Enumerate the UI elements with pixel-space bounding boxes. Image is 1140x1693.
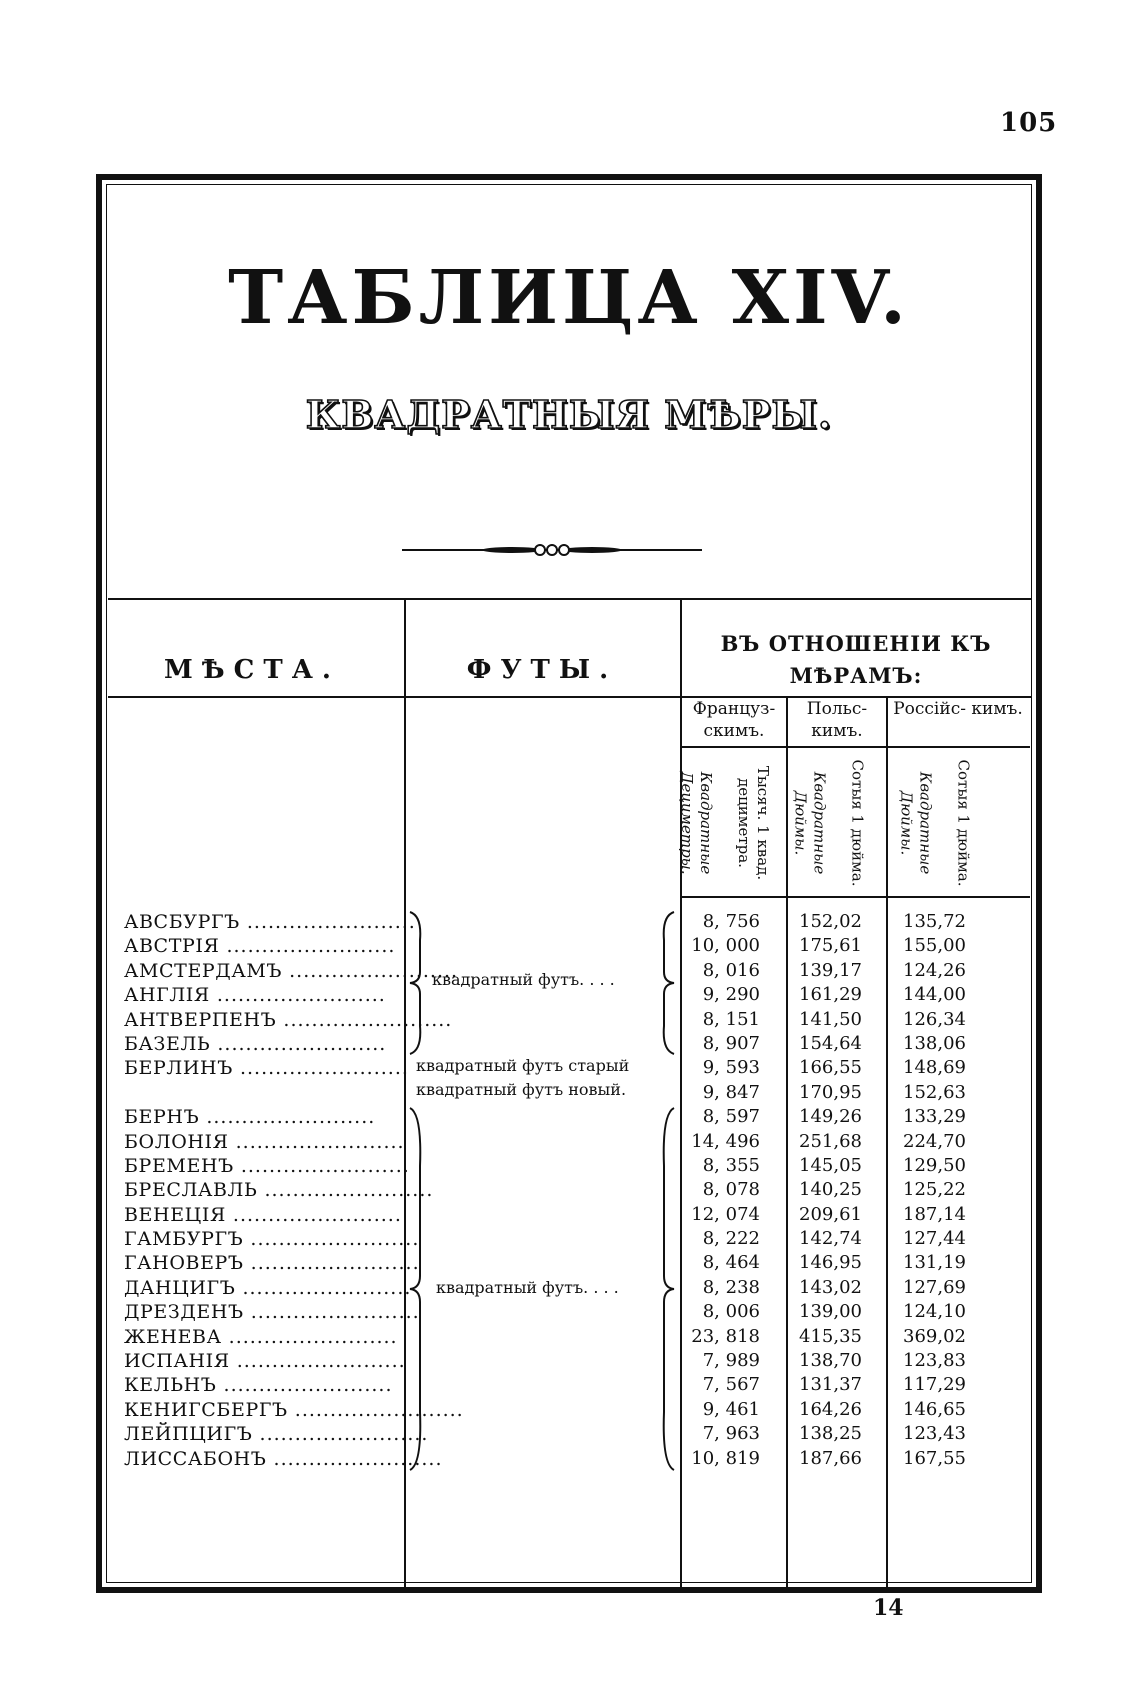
table-row bbox=[124, 1081, 1024, 1105]
value-russian: 144,00 bbox=[903, 984, 966, 1006]
value-french: 10, 819 bbox=[691, 1447, 760, 1469]
value-polish: 154,64 bbox=[799, 1032, 862, 1054]
value-polish: 138,25 bbox=[799, 1423, 862, 1445]
table-row bbox=[124, 1105, 1024, 1129]
leader-dots: ........................ bbox=[219, 935, 396, 958]
place-label: КЕНИГСБЕРГЪ bbox=[124, 1398, 288, 1421]
value-polish: 143,02 bbox=[799, 1276, 862, 1298]
table-row bbox=[124, 1154, 1024, 1178]
place-label: БЕРЛИНЪ bbox=[124, 1057, 233, 1080]
header-feet: ФУТЫ. bbox=[466, 655, 618, 685]
value-russian: 138,06 bbox=[903, 1032, 966, 1054]
place-name bbox=[124, 1105, 374, 1129]
signature-mark: 14 bbox=[873, 1595, 904, 1621]
leader-dots: ........................ bbox=[282, 959, 459, 982]
value-french: 8, 016 bbox=[702, 959, 760, 981]
value-russian: 167,55 bbox=[903, 1447, 966, 1469]
table-row bbox=[124, 934, 1024, 958]
place-label: БЕРНЪ bbox=[124, 1106, 200, 1129]
value-french: 7, 963 bbox=[702, 1423, 760, 1445]
value-polish: 164,26 bbox=[799, 1398, 862, 1420]
table-row bbox=[124, 910, 1024, 934]
place-label: ДАНЦИГЪ bbox=[124, 1276, 236, 1299]
value-polish: 209,61 bbox=[799, 1203, 862, 1225]
place-name bbox=[124, 983, 386, 1007]
french-unit: Тысяч. 1 квад. дециметра. bbox=[735, 765, 772, 881]
place-label: ДРЕЗДЕНЪ bbox=[124, 1301, 244, 1324]
place-label: АНГЛІЯ bbox=[124, 984, 210, 1007]
leader-dots: ........................ bbox=[199, 1106, 376, 1129]
place-name bbox=[124, 1056, 409, 1080]
leader-dots: ........................ bbox=[232, 1057, 409, 1080]
leader-dots: ........................ bbox=[216, 1374, 393, 1397]
place-label: АВСБУРГЪ bbox=[124, 911, 240, 933]
leader-dots: ........................ bbox=[252, 1423, 429, 1446]
leader-dots: ........................ bbox=[287, 1398, 464, 1421]
place-label: ВЕНЕЦІЯ bbox=[124, 1203, 226, 1226]
place-name bbox=[124, 1398, 464, 1422]
value-french: 8, 464 bbox=[702, 1252, 760, 1274]
ornament-divider bbox=[402, 530, 702, 570]
value-french: 8, 756 bbox=[702, 911, 760, 932]
foot-label-group1: квадратный футъ. . . . bbox=[432, 970, 615, 989]
russian-unit-cell bbox=[894, 748, 994, 898]
value-russian: 124,26 bbox=[903, 959, 966, 981]
value-russian: 152,63 bbox=[903, 1081, 966, 1103]
value-russian: 224,70 bbox=[903, 1130, 966, 1152]
value-polish: 187,66 bbox=[799, 1447, 862, 1469]
value-french: 12, 074 bbox=[691, 1203, 760, 1225]
table-row bbox=[124, 1203, 1024, 1227]
value-russian: 148,69 bbox=[903, 1057, 966, 1079]
value-french: 9, 290 bbox=[702, 984, 760, 1006]
value-russian: 123,43 bbox=[903, 1423, 966, 1445]
value-french: 7, 989 bbox=[702, 1350, 760, 1372]
place-name bbox=[124, 1154, 410, 1178]
table-row bbox=[124, 1300, 1024, 1324]
place-label: БРЕСЛАВЛЬ bbox=[124, 1179, 258, 1202]
polish-unit-italic: Квадратные Дюймы. bbox=[791, 771, 829, 875]
value-french: 14, 496 bbox=[691, 1130, 760, 1152]
russian-unit-italic: Квадратные Дюймы. bbox=[897, 771, 935, 875]
leader-dots: ........................ bbox=[243, 1301, 420, 1324]
leader-dots: ........................ bbox=[257, 1179, 434, 1202]
foot-label-group2: квадратный футъ. . . . bbox=[436, 1278, 619, 1297]
value-french: 8, 355 bbox=[702, 1154, 760, 1176]
table-row bbox=[124, 1130, 1024, 1154]
value-polish: 415,35 bbox=[799, 1325, 862, 1347]
leader-dots: ........................ bbox=[229, 1350, 406, 1373]
value-polish: 149,26 bbox=[799, 1106, 862, 1128]
leader-dots: ........................ bbox=[225, 1203, 402, 1226]
leader-dots: ........................ bbox=[209, 984, 386, 1007]
foot-label-berlin-old: квадратный футъ старый bbox=[416, 1056, 630, 1075]
value-polish: 170,95 bbox=[799, 1081, 862, 1103]
polish-unit: Сотыя 1 дюйма. bbox=[848, 759, 867, 887]
polish-unit-cell bbox=[788, 748, 888, 898]
place-label: КЕЛЬНЪ bbox=[124, 1374, 217, 1397]
header-russian: Россійс- кимъ. bbox=[893, 699, 1023, 719]
table-row bbox=[124, 1178, 1024, 1202]
place-name bbox=[124, 1276, 412, 1300]
place-name bbox=[124, 1251, 420, 1275]
place-label: ЖЕНЕВА bbox=[124, 1325, 222, 1348]
value-russian: 135,72 bbox=[903, 911, 966, 932]
table-row bbox=[124, 1056, 1024, 1080]
value-polish: 139,17 bbox=[799, 959, 862, 981]
place-label: АНТВЕРПЕНЪ bbox=[124, 1008, 277, 1031]
value-french: 23, 818 bbox=[691, 1325, 760, 1347]
table-row bbox=[124, 1008, 1024, 1032]
place-label: ГАНОВЕРЪ bbox=[124, 1252, 244, 1275]
place-name bbox=[124, 1008, 453, 1032]
place-label: ИСПАНІЯ bbox=[124, 1350, 230, 1373]
value-russian: 123,83 bbox=[903, 1350, 966, 1372]
value-french: 8, 006 bbox=[702, 1301, 760, 1323]
value-polish: 139,00 bbox=[799, 1301, 862, 1323]
value-russian: 124,10 bbox=[903, 1301, 966, 1323]
place-name bbox=[124, 1349, 406, 1373]
value-russian: 146,65 bbox=[903, 1398, 966, 1420]
foot-label-berlin-new: квадратный футъ новый. bbox=[416, 1080, 627, 1099]
value-polish: 251,68 bbox=[799, 1130, 862, 1152]
table-title: ТАБЛИЦА XIV. bbox=[228, 255, 910, 341]
value-russian: 125,22 bbox=[903, 1179, 966, 1201]
place-label: БОЛОНІЯ bbox=[124, 1130, 229, 1153]
value-french: 8, 151 bbox=[702, 1008, 760, 1030]
place-label: АМСТЕРДАМЪ bbox=[124, 959, 283, 982]
leader-dots: ........................ bbox=[210, 1032, 387, 1055]
value-polish: 175,61 bbox=[799, 935, 862, 957]
value-russian: 133,29 bbox=[903, 1106, 966, 1128]
value-french: 9, 593 bbox=[702, 1057, 760, 1079]
french-unit-italic: Квадратные Дециметры. bbox=[678, 771, 715, 875]
value-polish: 146,95 bbox=[799, 1252, 862, 1274]
table-body bbox=[124, 910, 1024, 1471]
place-label: ЛИССАБОНЪ bbox=[124, 1447, 267, 1470]
place-label: БАЗЕЛЬ bbox=[124, 1032, 211, 1055]
leader-dots: ........................ bbox=[276, 1008, 453, 1031]
header-top-rule bbox=[108, 598, 1032, 600]
header-french: Француз- скимъ. bbox=[692, 699, 776, 741]
table-frame bbox=[96, 174, 1042, 1593]
leader-dots: ........................ bbox=[221, 1325, 398, 1348]
place-name bbox=[124, 1300, 420, 1324]
place-name bbox=[124, 1178, 434, 1202]
place-name bbox=[124, 1227, 420, 1251]
value-polish: 142,74 bbox=[799, 1228, 862, 1250]
table-row bbox=[124, 1227, 1024, 1251]
value-french: 9, 847 bbox=[702, 1081, 760, 1103]
value-polish: 166,55 bbox=[799, 1057, 862, 1079]
table-row bbox=[124, 959, 1024, 983]
leader-dots: ........................ bbox=[239, 911, 416, 933]
place-name bbox=[124, 934, 396, 958]
leader-dots: ........................ bbox=[243, 1228, 420, 1251]
value-russian: 129,50 bbox=[903, 1154, 966, 1176]
leader-dots: ........................ bbox=[235, 1276, 412, 1299]
header-polish: Польс- кимъ. bbox=[806, 699, 868, 741]
value-polish: 138,70 bbox=[799, 1350, 862, 1372]
table-row bbox=[124, 1422, 1024, 1446]
value-french: 7, 567 bbox=[702, 1374, 760, 1396]
table-row bbox=[124, 1398, 1024, 1422]
leader-dots: ........................ bbox=[243, 1252, 420, 1275]
value-polish: 131,37 bbox=[799, 1374, 862, 1396]
place-name bbox=[124, 1032, 387, 1056]
place-label: БРЕМЕНЪ bbox=[124, 1154, 234, 1177]
place-label: ЛЕЙПЦИГЪ bbox=[124, 1423, 253, 1446]
value-polish: 141,50 bbox=[799, 1008, 862, 1030]
value-polish: 152,02 bbox=[799, 911, 862, 932]
leader-dots: ........................ bbox=[233, 1154, 410, 1177]
value-french: 10, 000 bbox=[691, 935, 760, 957]
leader-dots: ........................ bbox=[228, 1130, 405, 1153]
place-name bbox=[124, 1447, 443, 1471]
header-relation: ВЪ ОТНОШЕНІИ КЪ МѢРАМЪ: bbox=[720, 631, 992, 688]
value-french: 9, 461 bbox=[702, 1398, 760, 1420]
place-name bbox=[124, 1373, 393, 1397]
place-label: АВСТРІЯ bbox=[124, 935, 220, 958]
table-row bbox=[124, 1373, 1024, 1397]
value-russian: 126,34 bbox=[903, 1008, 966, 1030]
value-polish: 140,25 bbox=[799, 1179, 862, 1201]
value-polish: 145,05 bbox=[799, 1154, 862, 1176]
place-name bbox=[124, 1422, 429, 1446]
value-russian: 155,00 bbox=[903, 935, 966, 957]
place-name bbox=[124, 959, 459, 983]
value-russian: 117,29 bbox=[903, 1374, 966, 1396]
russian-unit: Сотыя 1 дюйма. bbox=[954, 759, 973, 887]
value-french: 8, 597 bbox=[702, 1106, 760, 1128]
value-french: 8, 078 bbox=[702, 1179, 760, 1201]
place-name bbox=[124, 910, 416, 934]
value-french: 8, 222 bbox=[702, 1228, 760, 1250]
value-russian: 369,02 bbox=[903, 1325, 966, 1347]
table-row bbox=[124, 1447, 1024, 1471]
table-row bbox=[124, 1276, 1024, 1300]
table-row bbox=[124, 1251, 1024, 1275]
value-russian: 127,44 bbox=[903, 1228, 966, 1250]
place-name bbox=[124, 1130, 405, 1154]
value-russian: 127,69 bbox=[903, 1276, 966, 1298]
value-russian: 187,14 bbox=[903, 1203, 966, 1225]
place-label: ГАМБУРГЪ bbox=[124, 1228, 244, 1251]
page-number: 105 bbox=[1000, 108, 1058, 138]
table-subtitle: КВАДРАТНЫЯ МѢРЫ. bbox=[305, 392, 833, 437]
table-row bbox=[124, 983, 1024, 1007]
table-row bbox=[124, 1032, 1024, 1056]
value-french: 8, 238 bbox=[702, 1276, 760, 1298]
place-name bbox=[124, 1325, 398, 1349]
header-places: МѢСТА. bbox=[164, 655, 340, 685]
value-french: 8, 907 bbox=[702, 1032, 760, 1054]
table-row bbox=[124, 1325, 1024, 1349]
place-name bbox=[124, 1203, 402, 1227]
leader-dots: ........................ bbox=[266, 1447, 443, 1470]
table-row bbox=[124, 1349, 1024, 1373]
french-unit-cell bbox=[678, 748, 784, 898]
value-russian: 131,19 bbox=[903, 1252, 966, 1274]
value-polish: 161,29 bbox=[799, 984, 862, 1006]
